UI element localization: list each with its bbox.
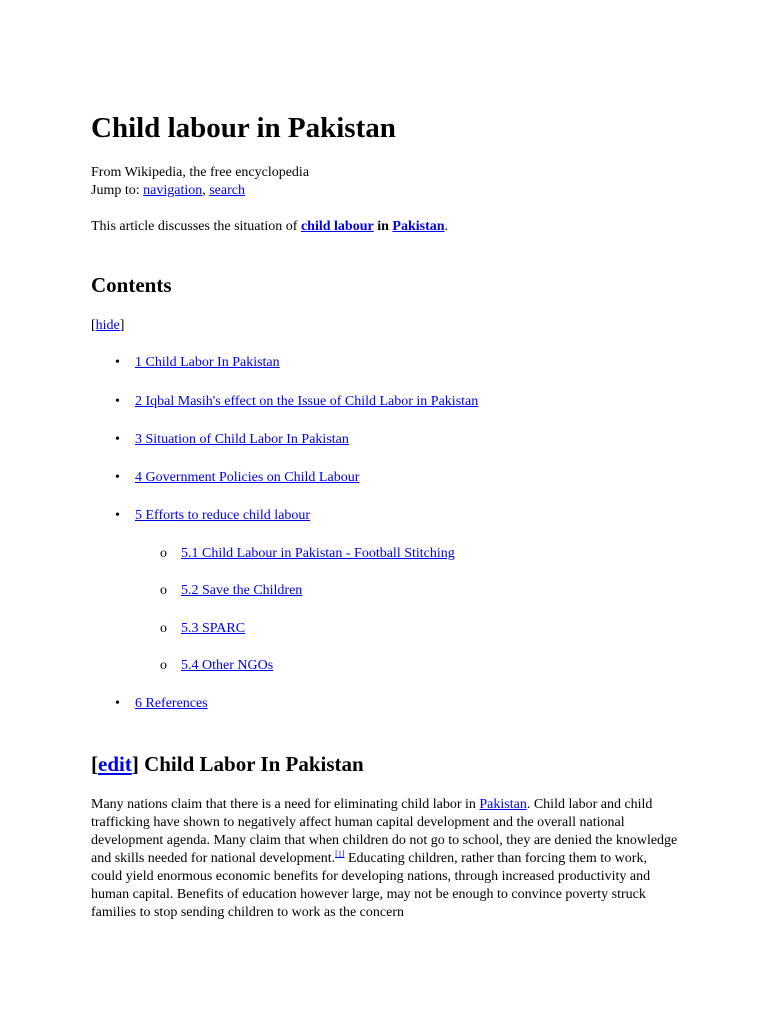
circle-bullet-icon: o <box>160 546 167 561</box>
edit-section-link[interactable]: edit <box>98 752 132 776</box>
para-text-1: Many nations claim that there is a need for eliminating child labor in <box>91 797 476 812</box>
toc-item <box>115 469 360 487</box>
jump-to-line <box>91 182 309 200</box>
toc-link-5-2[interactable]: 5.2 Save the Children <box>181 583 303 598</box>
toc-item <box>115 431 349 449</box>
jump-to-label: Jump to: <box>91 183 140 198</box>
toc-item <box>115 354 280 372</box>
toc-toggle-open: [ <box>91 318 96 333</box>
para-text-2: . Child labor and child trafficking have shown to negatively affect human capital development and the overall national development agenda. Many claim that when children do not go to school, they are denied the knowledge and skills needed for national development. <box>91 797 678 866</box>
bullet-icon: • <box>115 432 120 447</box>
toc-link-5-1[interactable]: 5.1 Child Labour in Pakistan - Football Stitching <box>181 546 455 561</box>
jump-navigation-link[interactable]: navigation <box>143 183 203 198</box>
toc-item <box>115 393 479 411</box>
edit-close: ] <box>131 752 139 776</box>
pakistan-inline-link[interactable]: Pakistan <box>479 797 527 812</box>
intro-hatnote <box>91 218 448 236</box>
toc-link-1[interactable]: 1 Child Labor In Pakistan <box>135 355 280 370</box>
jump-separator: , <box>202 183 206 198</box>
toc-hide-link[interactable]: hide <box>95 318 120 333</box>
toc-subitem <box>160 582 303 600</box>
intro-suffix: . <box>444 219 449 234</box>
toc-subitem <box>160 620 246 638</box>
site-tagline <box>91 164 309 200</box>
toc-link-5-3[interactable]: 5.3 SPARC <box>181 621 246 636</box>
toc-subitem <box>160 657 274 675</box>
edit-open: [ <box>91 752 98 776</box>
toc-link-4[interactable]: 4 Government Policies on Child Labour <box>135 470 360 485</box>
section-paragraph <box>91 796 681 922</box>
bullet-icon: • <box>115 355 120 370</box>
para-text-3: Educating children, rather than forcing them to work, could yield enormous economic benefits for developing nations, through increased productivity and human capital. Benefits of education however large, may not be enough to convince poverty struck families to stop sending children to work as the concern <box>91 851 651 920</box>
toc-link-2[interactable]: 2 Iqbal Masih's effect on the Issue of Child Labor in Pakistan <box>135 394 479 409</box>
toc-link-6[interactable]: 6 References <box>135 696 208 711</box>
toc-item <box>115 695 208 713</box>
child-labour-link[interactable]: child labour <box>300 219 374 234</box>
reference-link-1[interactable]: [1] <box>335 849 345 859</box>
from-text: From Wikipedia, the free encyclopedia <box>91 165 310 180</box>
bullet-icon: • <box>115 470 120 485</box>
toc-link-3[interactable]: 3 Situation of Child Labor In Pakistan <box>135 432 349 447</box>
toc-toggle-close: ] <box>119 318 125 333</box>
toc-item <box>115 507 311 525</box>
section-title: Child Labor In Pakistan <box>144 752 364 776</box>
toc-toggle <box>91 317 124 335</box>
section-heading <box>91 752 364 777</box>
bullet-icon: • <box>115 394 120 409</box>
intro-prefix: This article discusses the situation of <box>91 219 298 234</box>
pakistan-link[interactable]: Pakistan <box>392 219 445 234</box>
circle-bullet-icon: o <box>160 658 167 673</box>
circle-bullet-icon: o <box>160 583 167 598</box>
toc-subitem <box>160 545 455 563</box>
bullet-icon: • <box>115 508 120 523</box>
toc-link-5-4[interactable]: 5.4 Other NGOs <box>181 658 274 673</box>
intro-middle: in <box>377 219 389 234</box>
jump-search-link[interactable]: search <box>209 183 245 198</box>
bullet-icon: • <box>115 696 120 711</box>
toc-heading: Contents <box>91 273 172 297</box>
page-title: Child labour in Pakistan <box>91 112 396 144</box>
circle-bullet-icon: o <box>160 621 167 636</box>
toc-link-5[interactable]: 5 Efforts to reduce child labour <box>135 508 311 523</box>
